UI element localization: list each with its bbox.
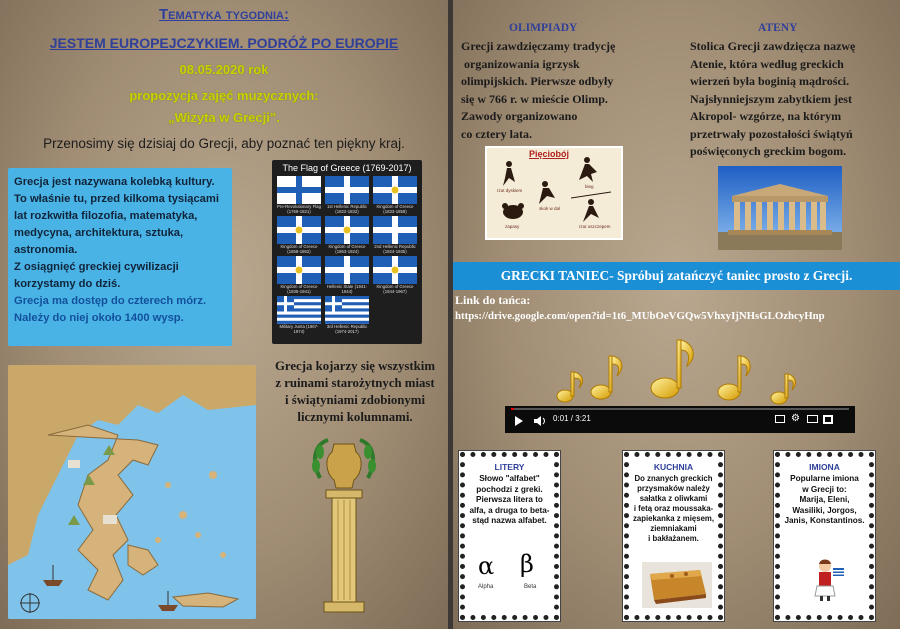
- flag-history-panel: [272, 160, 422, 344]
- flag-caption: Pre-Revolutionary Flag (1769-1821): [277, 204, 321, 214]
- culture-line: Grecja jest nazywana kolebką kultury.: [14, 176, 215, 188]
- athens-line: poświęconych greckim bogom.: [690, 144, 847, 158]
- culture-line: korzystamy do dziś.: [14, 278, 121, 290]
- pentathlon-label: skok w dal: [539, 206, 561, 211]
- names-card: [774, 451, 875, 621]
- athens-line: wierzeń była boginią mądrości.: [690, 74, 850, 88]
- names-line: Wasiliki, Jorgos,: [792, 505, 857, 515]
- flag-item: [277, 176, 321, 214]
- olympics-line: Zawody organizowano: [461, 109, 578, 123]
- greece-caption-line: i świątyniami zdobionymi: [284, 393, 426, 407]
- cuisine-line: zapiekanka z mięsem,: [632, 514, 715, 523]
- pentathlon-picture: [487, 148, 621, 238]
- right-page: [453, 0, 900, 629]
- olympics-line: się w 766 r. w mieście Olimp.: [461, 91, 608, 106]
- flag-item: [277, 216, 321, 254]
- video-progress-bar[interactable]: [511, 408, 849, 410]
- flag-item: [325, 296, 369, 334]
- pentathlon-title: Pięciobój: [529, 149, 570, 159]
- athens-line: Atenie, która według greckich: [690, 56, 844, 71]
- letters-line: Słowo "alfabet": [479, 474, 540, 483]
- music-notes-decoration: [553, 336, 813, 406]
- left-page: [0, 0, 448, 629]
- culture-box: [8, 168, 232, 346]
- flag-caption: Kingdom of Greece (1863-1924): [328, 244, 366, 254]
- letters-card: [459, 451, 560, 621]
- settings-gear-icon[interactable]: ⚙: [791, 413, 800, 424]
- culture-line: medycyna, architektura, sztuka,: [14, 227, 184, 239]
- flag-item: [373, 256, 417, 294]
- proposal-line: propozycja zajęć muzycznych:: [129, 88, 319, 103]
- beta-glyph: β: [520, 550, 534, 578]
- play-icon[interactable]: [515, 416, 523, 426]
- athens-text: [690, 38, 898, 161]
- greece-caption-line: licznymi kolumnami.: [297, 410, 413, 424]
- cuisine-line: sałatka z oliwkami: [639, 494, 708, 503]
- flag-item: [277, 296, 321, 334]
- activity-title: „Wizyta w Grecji”.: [168, 110, 280, 125]
- cuisine-text: [632, 474, 715, 544]
- greece-association-text: [262, 358, 448, 426]
- athens-heading: ATENY: [758, 22, 798, 34]
- names-heading: IMIONA: [809, 462, 840, 472]
- flag-caption: Kingdom of Greece (1935-1941): [280, 284, 318, 294]
- flag-panel-title: The Flag of Greece (1769-2017): [282, 163, 412, 173]
- flag-item: [277, 256, 321, 294]
- flag-caption: 3rd Hellenic Republic (1974-2017): [326, 324, 368, 334]
- athens-line: Stolica Grecji zawdzięcza nazwę: [690, 39, 856, 53]
- greece-caption-line: Grecja kojarzy się wszystkim: [274, 359, 436, 373]
- dance-link[interactable]: https://drive.google.com/open?id=1t6_MUbOeVGQw5VhxyIjNHsGLOzhcyHnp: [455, 310, 825, 322]
- greek-dance-banner: GRECKI TANIEC- Spróbuj zatańczyć taniec prosto z Grecji.: [453, 262, 900, 290]
- video-progress-fill: [511, 408, 514, 410]
- names-line: w Grecji to:: [802, 484, 847, 494]
- video-player[interactable]: [505, 406, 855, 433]
- video-time: 0:01 / 3:21: [553, 414, 591, 423]
- cuisine-line: i bakłażanem.: [648, 534, 699, 543]
- flag-item: [373, 176, 417, 214]
- olympics-line: organizowania igrzysk: [461, 56, 580, 71]
- flag-item: [325, 256, 369, 294]
- cuisine-card: [623, 451, 724, 621]
- pentathlon-label: bieg: [585, 184, 594, 189]
- names-line: Popularne imiona: [790, 474, 859, 483]
- olympics-line: olimpijskich. Pierwsze odbyły: [461, 74, 614, 88]
- beta-label: Beta: [524, 584, 537, 590]
- pentathlon-label: rzut oszczepem: [579, 224, 611, 229]
- athens-line: Akropol- wzgórze, na którym: [690, 109, 842, 123]
- greek-flag-icon: [373, 256, 417, 284]
- column-with-amphora-illustration: [310, 438, 378, 618]
- cuisine-line: przysmaków należy: [637, 484, 710, 493]
- cuisine-heading: KUCHNIA: [653, 462, 694, 472]
- flag-caption: Kingdom of Greece (1858-1862): [280, 244, 318, 254]
- athens-line: Najsłynniejszym zabytkiem jest: [690, 91, 852, 106]
- intro-text: Przenosimy się dzisiaj do Grecji, aby poznać ten piękny kraj.: [43, 136, 405, 151]
- greek-flag-icon: [325, 256, 369, 284]
- athens-line: przetrwały pozostałości świątyń: [690, 126, 853, 141]
- alpha-label: Alpha: [478, 584, 494, 590]
- flag-caption: 2nd Hellenic Republic (1924-1935): [374, 244, 416, 254]
- seas-line: Należy do niej około 1400 wysp.: [14, 312, 184, 324]
- flag-item: [325, 176, 369, 214]
- olympics-line: Grecji zawdzięczamy tradycję: [461, 39, 616, 53]
- volume-icon[interactable]: [533, 415, 547, 427]
- greek-flag-icon: [325, 296, 369, 324]
- letters-line: Pierwsza litera to: [476, 495, 543, 505]
- flag-caption: Kingdom of Greece (1833-1858): [376, 204, 414, 214]
- greek-flag-icon: [277, 296, 321, 324]
- names-line: Marija, Eleni,: [799, 495, 850, 505]
- greek-flag-icon: [325, 216, 369, 244]
- names-line: Janis, Konstantinos.: [784, 516, 865, 526]
- flag-caption: 1st Hellenic Republic (1822-1832): [326, 204, 368, 214]
- pentathlon-label: rzut dyskiem: [497, 188, 523, 193]
- subtitles-icon[interactable]: [775, 415, 785, 423]
- letters-line: pochodzi z greki.: [476, 484, 543, 494]
- parthenon-photo: [718, 166, 842, 250]
- cuisine-line: ziemniakami: [650, 524, 697, 533]
- dance-link-label: Link do tańca:: [455, 293, 531, 307]
- olympics-heading: OLIMPIADY: [509, 22, 578, 34]
- greek-flag-icon: [277, 176, 321, 204]
- greek-flag-icon: [325, 176, 369, 204]
- olympics-line: co cztery lata.: [461, 126, 532, 141]
- date-line: 08.05.2020 rok: [179, 62, 269, 77]
- letters-line: alfa, a druga to beta-: [469, 505, 550, 515]
- flag-caption: Military Junta (1967-1974): [279, 324, 319, 334]
- letters-text: [468, 474, 551, 527]
- greek-flag-icon: [373, 176, 417, 204]
- alpha-glyph: α: [478, 552, 495, 580]
- cuisine-line: i fetą oraz moussaka-: [633, 504, 714, 513]
- greece-map: [8, 365, 256, 619]
- pentathlon-label: zapasy: [505, 224, 520, 229]
- cuisine-line: Do znanych greckich: [634, 474, 713, 483]
- olympics-text: [461, 38, 671, 143]
- greek-flag-icon: [373, 216, 417, 244]
- theme-title: JESTEM EUROPEJCZYKIEM. PODRÓŻ PO EUROPIE: [49, 35, 399, 51]
- culture-line: lat rozkwitła filozofia, matematyka,: [14, 210, 198, 222]
- flag-caption: Hellenic State (1941-1944): [326, 284, 368, 294]
- greece-caption-line: z ruinami starożytnych miast: [275, 376, 435, 390]
- culture-line: astronomia.: [14, 244, 78, 256]
- letters-heading: LITERY: [494, 462, 525, 472]
- letters-line: stąd nazwa alfabet.: [472, 516, 547, 526]
- miniplayer-icon[interactable]: [807, 415, 818, 423]
- greek-flag-icon: [277, 256, 321, 284]
- culture-line: Z osiągnięć greckiej cywilizacji: [14, 261, 179, 273]
- moussaka-photo: [642, 562, 712, 608]
- flag-item: [325, 216, 369, 254]
- greek-flag-icon: [277, 216, 321, 244]
- names-text: [783, 474, 866, 527]
- weekly-theme-heading: Tematyka tygodnia:: [159, 6, 289, 23]
- seas-line: Grecja ma dostęp do czterech mórz.: [14, 295, 207, 307]
- flag-caption: Kingdom of Greece (1944-1967): [376, 284, 414, 294]
- flag-item: [373, 216, 417, 254]
- culture-line: To właśnie tu, przed kilkoma tysiącami: [14, 193, 219, 205]
- greek-child-illustration: [811, 556, 845, 602]
- fullscreen-icon[interactable]: [823, 415, 833, 424]
